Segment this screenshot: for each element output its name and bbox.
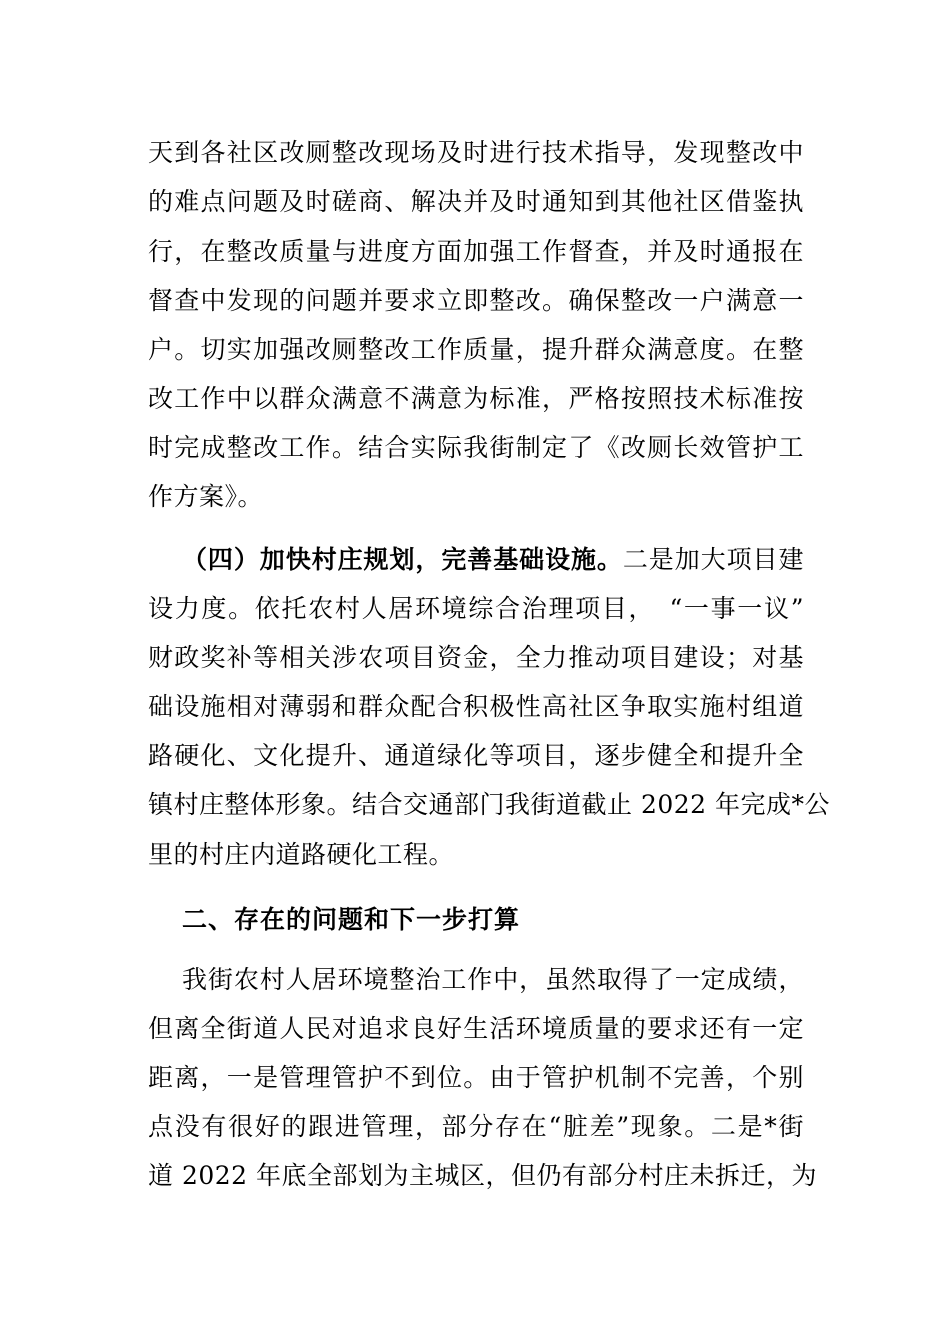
paragraph-3-line-3: 距离，一是管理管护不到位。由于管护机制不完善，个别	[148, 1063, 804, 1092]
paragraph-2-line-1-rest: 二是加大项目建	[622, 545, 804, 574]
paragraph-2-line-5: 路硬化、文化提升、通道绿化等项目，逐步健全和提升全	[148, 741, 804, 770]
paragraph-3-line-5: 道 2022 年底全部划为主城区，但仍有部分村庄未拆迁，为	[148, 1161, 818, 1190]
paragraph-2-line-7: 里的村庄内道路硬化工程。	[148, 840, 455, 869]
paragraph-1-line-1: 天到各社区改厕整改现场及时进行技术指导，发现整改中	[148, 138, 804, 167]
paragraph-1-line-5: 户。切实加强改厕整改工作质量，提升群众满意度。在整	[148, 335, 804, 364]
paragraph-3-line-2: 但离全街道人民对追求良好生活环境质量的要求还有一定	[148, 1014, 804, 1043]
subsection-heading-4: （四）加快村庄规划，完善基础设施。	[182, 545, 623, 574]
paragraph-1-line-6: 改工作中以群众满意不满意为标准，严格按照技术标准按	[148, 384, 804, 413]
paragraph-3-line-1: 我街农村人居环境整治工作中，虽然取得了一定成绩，	[182, 965, 804, 994]
paragraph-1-line-7: 时完成整改工作。结合实际我街制定了《改厕长效管护工	[148, 433, 804, 462]
paragraph-2-line-6: 镇村庄整体形象。结合交通部门我街道截止 2022 年完成*公	[148, 790, 831, 819]
paragraph-2-line-4: 础设施相对薄弱和群众配合积极性高社区争取实施村组道	[148, 692, 804, 721]
paragraph-1-line-4: 督查中发现的问题并要求立即整改。确保整改一户满意一	[148, 286, 804, 315]
paragraph-3-line-4: 点没有很好的跟进管理，部分存在“脏差”现象。二是*街	[148, 1112, 804, 1141]
paragraph-1-line-8: 作方案》。	[148, 482, 264, 511]
paragraph-1-line-2: 的难点问题及时磋商、解决并及时通知到其他社区借鉴执	[148, 187, 804, 216]
paragraph-2-line-2: 设力度。依托农村人居环境综合治理项目， “一事一议”	[148, 594, 804, 623]
paragraph-1-line-3: 行，在整改质量与进度方面加强工作督查，并及时通报在	[148, 237, 804, 266]
paragraph-2-line-3: 财政奖补等相关涉农项目资金，全力推动项目建设；对基	[148, 643, 804, 672]
paragraph-2-line-1	[182, 545, 804, 575]
section-heading-2: 二、存在的问题和下一步打算	[182, 905, 521, 934]
